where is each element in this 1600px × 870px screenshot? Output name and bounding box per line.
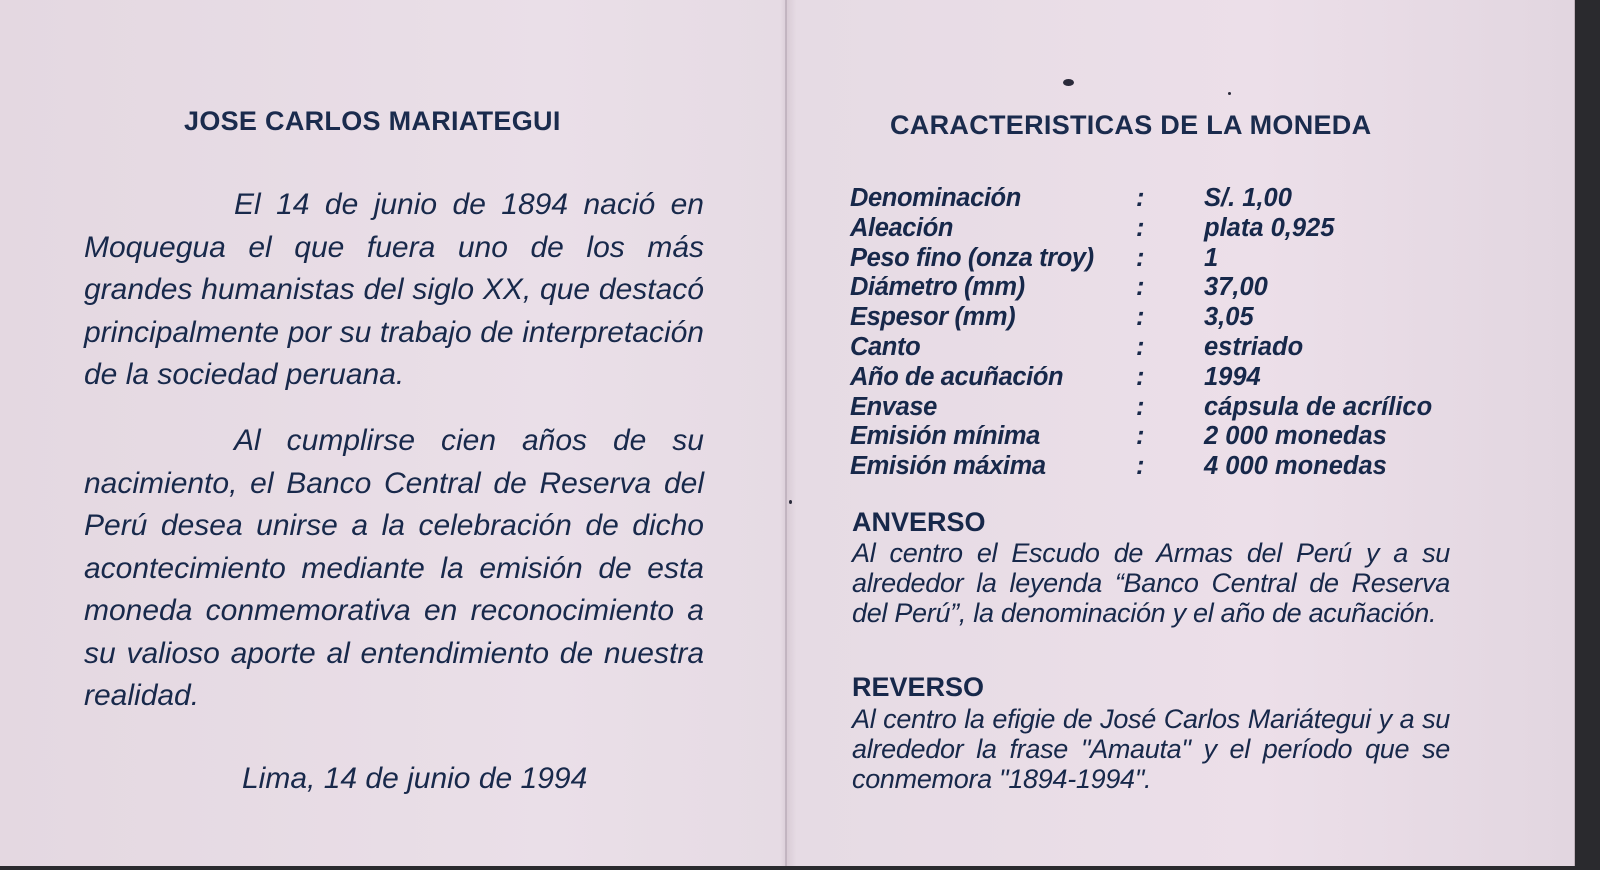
paper-speck xyxy=(789,500,792,504)
coin-specs-table xyxy=(850,184,1490,482)
spec-separator: : xyxy=(1136,422,1145,451)
center-fold xyxy=(785,0,787,866)
spec-value: 1 xyxy=(1204,243,1219,272)
spec-label: Emisión máxima xyxy=(850,452,1046,481)
spec-label: Diámetro (mm) xyxy=(850,273,1025,302)
spec-value: 3,05 xyxy=(1204,303,1254,332)
spec-separator: : xyxy=(1136,273,1145,302)
spec-row xyxy=(850,393,1490,423)
spec-label: Espesor (mm) xyxy=(850,303,1016,332)
spec-value: S/. 1,00 xyxy=(1204,184,1292,212)
spec-row xyxy=(850,363,1490,393)
spec-label: Peso fino (onza troy) xyxy=(850,243,1094,272)
spec-separator: : xyxy=(1136,213,1145,242)
spec-row xyxy=(850,422,1490,452)
spec-row xyxy=(850,184,1490,214)
reverse-heading: REVERSO xyxy=(852,672,985,702)
spec-row xyxy=(850,273,1490,303)
spec-separator: : xyxy=(1136,362,1145,391)
reverse-description: Al centro la efigie de José Carlos Mariátegui y a su alrededor la frase "Amauta" y el período que se conmemora "1894-1994". xyxy=(852,704,1450,794)
spec-label: Año de acuñación xyxy=(850,362,1064,391)
spec-value: 1994 xyxy=(1204,362,1261,391)
spec-row xyxy=(850,303,1490,333)
paper-speck xyxy=(1228,92,1231,95)
obverse-heading: ANVERSO xyxy=(852,507,986,537)
spec-label: Envase xyxy=(850,392,937,421)
spec-separator: : xyxy=(1136,452,1145,481)
spec-label: Emisión mínima xyxy=(850,422,1040,451)
coin-specs-title: CARACTERISTICAS DE LA MONEDA xyxy=(890,110,1372,140)
spec-value: 2 000 monedas xyxy=(1204,422,1387,451)
spec-value: 37,00 xyxy=(1204,273,1268,302)
biography-paragraph-1-text: El 14 de junio de 1894 nació en Moquegua el que fuera uno de los más grandes humanistas del siglo XX, que destacó principalmente por su trabajo de interpretación de la sociedad peruana. xyxy=(84,188,704,391)
spec-label: Denominación xyxy=(850,184,1021,212)
spec-separator: : xyxy=(1136,243,1145,272)
spec-separator: : xyxy=(1136,184,1145,212)
obverse-description: Al centro el Escudo de Armas del Perú y a su alrededor la leyenda “Banco Central de Reserva del Perú”, la denominación y el año de acuñación. xyxy=(852,538,1450,628)
spec-separator: : xyxy=(1136,392,1145,421)
spec-value: plata 0,925 xyxy=(1204,213,1335,242)
spec-separator: : xyxy=(1136,303,1145,332)
spec-value: cápsula de acrílico xyxy=(1204,392,1433,421)
place-date: Lima, 14 de junio de 1994 xyxy=(242,762,588,795)
spec-row xyxy=(850,214,1490,244)
spec-row xyxy=(850,452,1490,482)
biography-paragraph-1 xyxy=(84,184,704,397)
spec-row xyxy=(850,244,1490,274)
biography-title: JOSE CARLOS MARIATEGUI xyxy=(184,106,561,136)
spec-label: Aleación xyxy=(850,213,954,242)
spec-value: 4 000 monedas xyxy=(1204,452,1387,481)
spec-separator: : xyxy=(1136,332,1145,361)
paper-speck xyxy=(1063,79,1074,86)
spec-value: estriado xyxy=(1204,332,1304,361)
spec-row xyxy=(850,333,1490,363)
biography-paragraph-2 xyxy=(84,420,704,718)
spec-label: Canto xyxy=(850,332,921,361)
biography-paragraph-2-text: Al cumplirse cien años de su nacimiento, el Banco Central de Reserva del Perú desea unirse a la celebración de dicho acontecimiento mediante la emisión de esta moneda conmemorativa en reconocimiento a su valioso aporte al entendimiento de nuestra realidad. xyxy=(84,424,704,712)
